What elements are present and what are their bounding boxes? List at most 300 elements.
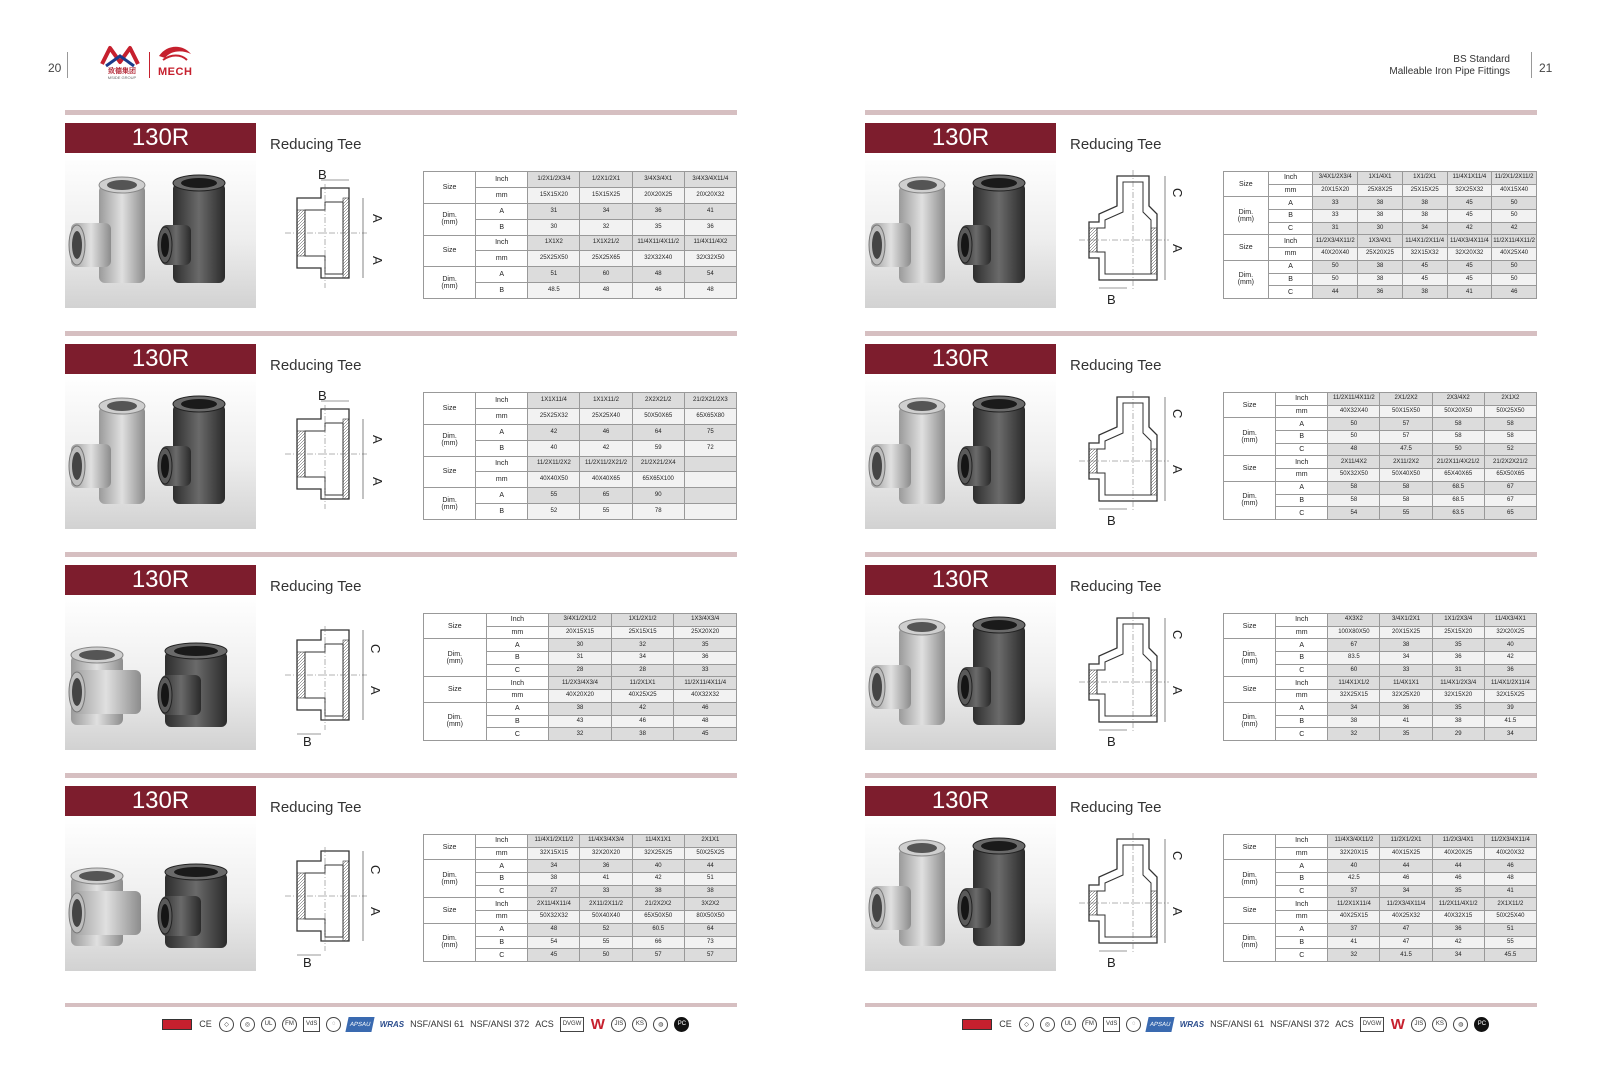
dim-value-cell: 46: [1492, 286, 1537, 299]
table-row-inch: [424, 677, 737, 690]
dim-value-cell: 42: [1432, 936, 1484, 949]
dim-value-cell: 58: [1328, 494, 1380, 507]
product-name: Reducing Tee: [270, 799, 362, 816]
size-mm-cell: 32X25X32: [1447, 184, 1492, 197]
size-mm-cell: 40X40X65: [580, 472, 632, 488]
product-code: 130R: [865, 123, 1056, 153]
size-inch-cell: 11/4X3/4X1: [1484, 614, 1536, 627]
dim-value-cell: 28: [611, 664, 674, 677]
table-row-inch: [1224, 456, 1537, 469]
dim-value-cell: 36: [1484, 664, 1536, 677]
dim-value-cell: 38: [1402, 286, 1447, 299]
dim-value-cell: 34: [1328, 702, 1380, 715]
size-label: Size: [424, 393, 476, 425]
dim-value-cell: 31: [528, 203, 580, 219]
dim-value-cell: 68.5: [1432, 481, 1484, 494]
cert-mark-7: VdS: [303, 1017, 320, 1032]
size-inch-cell: 2X1X1: [684, 835, 736, 848]
dim-value-cell: [684, 488, 736, 504]
svg-text:C: C: [1170, 188, 1185, 198]
size-mm-cell: 32X25X20: [1380, 690, 1432, 703]
size-mm-cell: 20X15X15: [549, 626, 612, 639]
dim-value-cell: 55: [1380, 507, 1432, 520]
dim-value-cell: 48.5: [528, 283, 580, 299]
dim-key-a: A: [476, 923, 528, 936]
product-name: Reducing Tee: [270, 136, 362, 153]
dim-label-line1: Dim.: [442, 935, 457, 943]
size-inch-cell: 11/4X3/4X3/4: [580, 835, 632, 848]
dim-label-line1: Dim.: [442, 871, 457, 879]
size-mm-cell: 40X15X25: [1380, 847, 1432, 860]
size-inch-cell: 11/2X11/4X11/2: [1328, 393, 1380, 406]
table-row-inch: [1224, 614, 1537, 627]
dim-value-cell: 29: [1432, 728, 1484, 741]
spec-table: [1223, 613, 1537, 741]
product-photo: [65, 153, 256, 308]
dim-label-line2: (mm): [1241, 721, 1258, 729]
dim-value-cell: 57: [1380, 431, 1432, 444]
cert-mark-2: CE: [199, 1019, 212, 1029]
table-row-dim-c: [1224, 222, 1537, 235]
spec-table: [423, 392, 737, 520]
dim-value-cell: 83.5: [1328, 652, 1380, 665]
dim-key-c: C: [476, 885, 528, 898]
size-mm-cell: 25X8X25: [1358, 184, 1403, 197]
svg-text:B: B: [318, 389, 327, 403]
size-label: Size: [1224, 235, 1269, 260]
group-name: 致德集团: [108, 68, 136, 75]
dim-value-cell: 51: [1484, 923, 1536, 936]
dim-value-cell: 44: [1432, 860, 1484, 873]
cert-mark-16: JIS: [611, 1017, 626, 1032]
dim-value-cell: 58: [1380, 494, 1432, 507]
table-row-dim-a: [424, 488, 737, 504]
size-label: Size: [424, 456, 476, 488]
dim-value-cell: 44: [1380, 860, 1432, 873]
dim-label-line1: Dim.: [442, 496, 457, 504]
dim-value-cell: 45: [1447, 210, 1492, 223]
svg-text:A: A: [1170, 465, 1185, 474]
size-inch-cell: 11/4X3/4X11/4: [1447, 235, 1492, 248]
spec-table: [1223, 392, 1537, 520]
size-inch-cell: 21/2X2X2: [632, 898, 684, 911]
size-mm-cell: 25X20X20: [674, 626, 737, 639]
dim-value-cell: 42: [1447, 222, 1492, 235]
mm-label: mm: [476, 847, 528, 860]
inch-label: Inch: [476, 835, 528, 848]
product-name: Reducing Tee: [1070, 357, 1162, 374]
dim-value-cell: 37: [1328, 923, 1380, 936]
size-mm-cell: 32X20X25: [1484, 626, 1536, 639]
size-inch-cell: 2X2X21/2: [632, 393, 684, 409]
size-inch-cell: 11/4X11/4X11/2: [632, 235, 684, 251]
dim-key-c: C: [476, 949, 528, 962]
size-inch-cell: 1/2X1/2X1: [580, 172, 632, 188]
mm-label: mm: [476, 408, 528, 424]
dim-value-cell: 30: [1358, 222, 1403, 235]
dim-key-c: C: [1276, 507, 1328, 520]
product-block-8: [865, 773, 1537, 989]
dim-value-cell: 46: [580, 424, 632, 440]
dim-key-b: B: [476, 504, 528, 520]
product-photo: [65, 816, 256, 971]
svg-text:C: C: [368, 865, 383, 875]
size-inch-cell: 2X11/2X2: [1380, 456, 1432, 469]
dim-value-cell: 65: [580, 488, 632, 504]
black-tee-image: [158, 643, 227, 727]
dim-value-cell: 32: [1328, 728, 1380, 741]
dim-value-cell: 38: [1380, 639, 1432, 652]
product-name: Reducing Tee: [1070, 136, 1162, 153]
section-drawing: [1077, 831, 1189, 971]
dim-value-cell: 34: [528, 860, 580, 873]
dim-value-cell: 52: [580, 923, 632, 936]
mm-label: mm: [1276, 469, 1328, 482]
dim-value-cell: 58: [1380, 481, 1432, 494]
size-mm-cell: 32X15X15: [528, 847, 580, 860]
dim-value-cell: 48: [684, 283, 736, 299]
dim-value-cell: 40: [632, 860, 684, 873]
dim-key-c: C: [1276, 664, 1328, 677]
cert-mark-19: PC: [1474, 1017, 1489, 1032]
dim-value-cell: 36: [1432, 923, 1484, 936]
svg-text:C: C: [368, 644, 383, 654]
size-mm-cell: 25X20X25: [1358, 248, 1403, 261]
dim-value-cell: 41: [1380, 715, 1432, 728]
dim-label-line2: (mm): [441, 942, 458, 950]
size-label: Size: [1224, 614, 1276, 639]
dim-value-cell: 45: [528, 949, 580, 962]
size-inch-cell: 2X11/2X11/2: [580, 898, 632, 911]
svg-text:C: C: [1170, 630, 1185, 640]
black-tee-image: [158, 175, 225, 283]
size-inch-cell: 1X1/4X1: [1358, 172, 1403, 185]
product-name: Reducing Tee: [270, 578, 362, 595]
dim-value-cell: 67: [1484, 494, 1536, 507]
product-code: 130R: [865, 786, 1056, 816]
section-drawing: [277, 389, 389, 529]
galvanized-tee-image: [869, 840, 945, 946]
table-row-dim-a: [1224, 860, 1537, 873]
size-mm-cell: 50X25X25: [684, 847, 736, 860]
dim-value-cell: 54: [684, 267, 736, 283]
dim-key-b: B: [1276, 936, 1328, 949]
dim-value-cell: 42: [1492, 222, 1537, 235]
dim-label-line2: (mm): [1237, 215, 1255, 223]
dim-key-c: C: [1276, 885, 1328, 898]
table-row-inch: [424, 456, 737, 472]
size-inch-cell: 21/2X2X21/2: [1484, 456, 1536, 469]
dim-label: [424, 203, 476, 235]
size-label: Size: [1224, 835, 1276, 860]
dim-key-c: C: [486, 728, 549, 741]
size-mm-cell: 32X20X15: [1328, 847, 1380, 860]
svg-text:C: C: [1170, 851, 1185, 861]
dim-value-cell: 36: [674, 652, 737, 665]
size-inch-cell: 11/2X3/4X1: [1432, 835, 1484, 848]
section-bar: [65, 110, 737, 115]
inch-label: Inch: [476, 456, 528, 472]
table-row-inch: [424, 898, 737, 911]
mm-label: mm: [1268, 248, 1313, 261]
inch-label: Inch: [486, 614, 549, 627]
dim-value-cell: 36: [1358, 286, 1403, 299]
dim-value-cell: 42.5: [1328, 873, 1380, 886]
galvanized-tee-image: [869, 398, 945, 504]
mm-label: mm: [486, 690, 549, 703]
size-mm-cell: 32X15X20: [1432, 690, 1484, 703]
size-mm-cell: 40X40X50: [528, 472, 580, 488]
size-inch-cell: 11/2X3/4X3/4: [549, 677, 612, 690]
table-row-dim-a: [1224, 418, 1537, 431]
dim-label-line1: Dim.: [447, 714, 462, 722]
svg-text:A: A: [368, 907, 383, 916]
dim-value-cell: 73: [684, 936, 736, 949]
dim-key-b: B: [1276, 494, 1328, 507]
dim-label: [424, 860, 476, 898]
size-mm-cell: 32X15X25: [1484, 690, 1536, 703]
size-label: Size: [424, 235, 476, 267]
dim-key-c: C: [1268, 222, 1313, 235]
galvanized-tee-image: [69, 868, 141, 946]
dim-value-cell: 31: [1432, 664, 1484, 677]
product-code: 130R: [65, 344, 256, 374]
table-row-dim-b: [1224, 210, 1537, 223]
size-mm-cell: 50X25X50: [1484, 405, 1536, 418]
dim-label-line1: Dim.: [442, 275, 457, 283]
dim-value-cell: 42: [632, 873, 684, 886]
dim-value-cell: 36: [580, 860, 632, 873]
size-mm-cell: 25X25X65: [580, 251, 632, 267]
dim-value-cell: 46: [674, 702, 737, 715]
cert-mark-6: FM: [1082, 1017, 1097, 1032]
size-mm-cell: 80X50X50: [684, 911, 736, 924]
cert-mark-13: ACS: [535, 1019, 554, 1029]
dim-value-cell: 58: [1484, 431, 1536, 444]
size-inch-cell: 3/4X1/2X1/2: [549, 614, 612, 627]
dim-value-cell: 38: [632, 885, 684, 898]
dim-value-cell: 41: [684, 203, 736, 219]
svg-text:A: A: [1170, 244, 1185, 253]
dim-value-cell: 63.5: [1432, 507, 1484, 520]
size-inch-cell: 2X11/4X11/4: [528, 898, 580, 911]
size-mm-cell: 40X25X15: [1328, 911, 1380, 924]
size-mm-cell: 32X25X15: [1328, 690, 1380, 703]
dim-label: [1224, 481, 1276, 519]
dim-value-cell: 59: [632, 440, 684, 456]
dim-value-cell: 38: [1358, 260, 1403, 273]
certification-row-left: [162, 1014, 689, 1034]
dim-value-cell: 45: [1447, 273, 1492, 286]
dim-value-cell: 41: [1484, 885, 1536, 898]
page-number-right: 21: [1539, 61, 1553, 75]
dim-label-line2: (mm): [1241, 878, 1258, 886]
dim-key-a: A: [476, 860, 528, 873]
black-tee-image: [958, 175, 1025, 283]
size-inch-cell: 2X11/4X2: [1328, 456, 1380, 469]
size-mm-cell: 20X15X25: [1380, 626, 1432, 639]
size-mm-cell: 40X25X32: [1380, 911, 1432, 924]
dim-value-cell: 32: [580, 219, 632, 235]
dim-value-cell: 35: [1432, 885, 1484, 898]
product-block-2: [65, 331, 737, 547]
size-inch-cell: 11/2X1/2X11/2: [1492, 172, 1537, 185]
size-inch-cell: 11/4X1/2X3/4: [1432, 677, 1484, 690]
section-drawing: [1077, 610, 1189, 750]
size-inch-cell: 11/2X3/4X11/4: [1380, 898, 1432, 911]
size-mm-cell: 25X15X25: [1402, 184, 1447, 197]
mm-label: mm: [1276, 626, 1328, 639]
dim-value-cell: 67: [1484, 481, 1536, 494]
galvanized-tee-image: [69, 398, 145, 504]
svg-text:B: B: [318, 168, 327, 182]
product-name: Reducing Tee: [1070, 578, 1162, 595]
cert-mark-8: ◌: [326, 1017, 341, 1032]
table-row-mm: [1224, 248, 1537, 261]
mm-label: mm: [1276, 405, 1328, 418]
cert-mark-9: APSAU: [346, 1017, 376, 1032]
dim-label-line2: (mm): [446, 657, 463, 665]
size-inch-cell: 1X1X2: [528, 235, 580, 251]
dim-label-line2: (mm): [441, 503, 458, 511]
size-label: Size: [1224, 898, 1276, 923]
cert-mark-10: WRAS: [1179, 1019, 1205, 1029]
black-tee-image: [158, 864, 227, 948]
size-mm-cell: 40X32X40: [1328, 405, 1380, 418]
cert-mark-12: NSF/ANSI 372: [1270, 1019, 1330, 1029]
svg-text:A: A: [370, 214, 385, 223]
inch-label: Inch: [1268, 172, 1313, 185]
size-inch-cell: 11/2X11/4X11/4: [674, 677, 737, 690]
size-mm-cell: 32X32X50: [684, 251, 736, 267]
svg-text:B: B: [303, 955, 312, 970]
size-inch-cell: 11/4X1X1/2: [1328, 677, 1380, 690]
cert-mark-5: UL: [1061, 1017, 1076, 1032]
dim-value-cell: 33: [580, 885, 632, 898]
product-name: Reducing Tee: [1070, 799, 1162, 816]
table-row-dim-c: [1224, 286, 1537, 299]
dim-value-cell: 35: [1380, 728, 1432, 741]
size-mm-cell: 20X20X25: [632, 187, 684, 203]
product-block-3: [65, 552, 737, 768]
dim-value-cell: 55: [528, 488, 580, 504]
dim-label-line1: Dim.: [1242, 429, 1257, 437]
dim-value-cell: 46: [611, 715, 674, 728]
dim-value-cell: 35: [674, 639, 737, 652]
cert-mark-8: ◌: [1126, 1017, 1141, 1032]
dim-value-cell: 58: [1432, 431, 1484, 444]
size-mm-cell: 50X25X40: [1484, 911, 1536, 924]
dim-value-cell: 60: [1328, 664, 1380, 677]
product-photo: [865, 153, 1056, 308]
dim-value-cell: 50: [1492, 210, 1537, 223]
dim-value-cell: 46: [1484, 860, 1536, 873]
dim-label-line1: Dim.: [442, 433, 457, 441]
dim-value-cell: 30: [549, 639, 612, 652]
size-inch-cell: 21/2X11/4X21/2: [1432, 456, 1484, 469]
product-code: 130R: [65, 786, 256, 816]
dim-value-cell: 38: [549, 702, 612, 715]
dim-value-cell: 34: [1402, 222, 1447, 235]
spec-table: [423, 613, 737, 741]
size-mm-cell: 40X15X40: [1492, 184, 1537, 197]
mm-label: mm: [1276, 911, 1328, 924]
dim-key-a: A: [476, 424, 528, 440]
dim-value-cell: 33: [1313, 210, 1358, 223]
dim-value-cell: 38: [1358, 273, 1403, 286]
dim-key-a: A: [486, 639, 549, 652]
dim-value-cell: 48: [528, 923, 580, 936]
dim-value-cell: 34: [1432, 949, 1484, 962]
svg-text:C: C: [1170, 409, 1185, 419]
product-block-7: [865, 552, 1537, 768]
table-row-inch: [1224, 835, 1537, 848]
dim-value-cell: [684, 504, 736, 520]
size-inch-cell: 2X1X11/2: [1484, 898, 1536, 911]
dim-value-cell: 60: [580, 267, 632, 283]
mm-label: mm: [1276, 847, 1328, 860]
section-drawing: [277, 168, 389, 308]
dim-value-cell: 66: [632, 936, 684, 949]
dim-label-line2: (mm): [1241, 942, 1258, 950]
series-title-line1: BS Standard: [1453, 54, 1510, 65]
mm-label: mm: [1276, 690, 1328, 703]
size-mm-cell: 32X20X20: [580, 847, 632, 860]
black-tee-image: [158, 396, 225, 504]
table-row-dim-a: [1224, 260, 1537, 273]
dim-label-line2: (mm): [441, 878, 458, 886]
mm-label: mm: [476, 187, 528, 203]
dim-value-cell: 35: [1432, 639, 1484, 652]
size-inch-cell: 3/4X1/2X1: [1380, 614, 1432, 627]
dim-value-cell: 46: [1380, 873, 1432, 886]
size-mm-cell: 15X15X25: [580, 187, 632, 203]
dim-key-b: B: [476, 283, 528, 299]
dim-label-line1: Dim.: [1238, 272, 1254, 280]
dim-value-cell: 51: [684, 873, 736, 886]
dim-value-cell: 47: [1380, 923, 1432, 936]
dim-key-c: C: [1268, 286, 1313, 299]
cert-mark-15: W: [1390, 1015, 1405, 1033]
dim-value-cell: 43: [549, 715, 612, 728]
dim-value-cell: 50: [1492, 197, 1537, 210]
size-mm-cell: 32X25X25: [632, 847, 684, 860]
dim-value-cell: 50: [1313, 273, 1358, 286]
table-row-dim-a: [1224, 197, 1537, 210]
cert-mark-3: ◇: [219, 1017, 234, 1032]
size-inch-cell: 11/2X11/2X2: [528, 456, 580, 472]
dim-label: [1224, 923, 1276, 961]
mm-label: mm: [476, 472, 528, 488]
dim-value-cell: 60.5: [632, 923, 684, 936]
table-row-inch: [424, 172, 737, 188]
dim-key-a: A: [1276, 639, 1328, 652]
cert-mark-14: DVGW: [560, 1017, 585, 1032]
dim-value-cell: 55: [580, 936, 632, 949]
svg-text:B: B: [1107, 734, 1116, 749]
size-mm-cell: 40X25X40: [1492, 248, 1537, 261]
dim-value-cell: 38: [684, 885, 736, 898]
size-label: Size: [424, 898, 476, 923]
size-inch-cell: 11/2X11/4X1/2: [1432, 898, 1484, 911]
dim-label-line1: Dim.: [1242, 493, 1257, 501]
dim-key-b: B: [1268, 210, 1313, 223]
dim-value-cell: 30: [528, 219, 580, 235]
dim-value-cell: 48: [1328, 443, 1380, 456]
product-photo: [865, 595, 1056, 750]
size-inch-cell: 2X3/4X2: [1432, 393, 1484, 406]
dim-value-cell: 36: [684, 219, 736, 235]
